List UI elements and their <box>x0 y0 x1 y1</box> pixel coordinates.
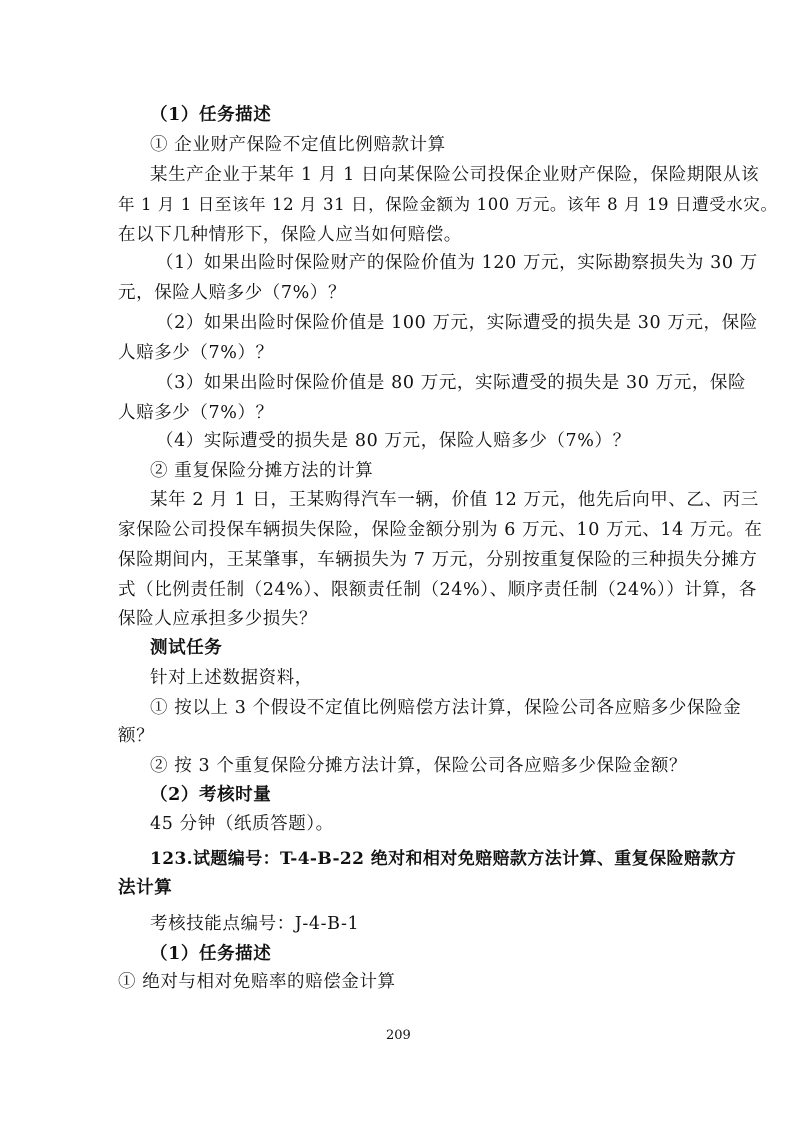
paragraph-line: 家保险公司投保车辆损失保险，保险金额分别为 6 万元、10 万元、14 万元。在 <box>118 520 763 540</box>
section-heading-task-description: （1）任务描述 <box>150 944 272 964</box>
subheading-deductible: ① 绝对与相对免赔率的赔偿金计算 <box>118 972 396 992</box>
paragraph-line: 年 1 月 1 日至该年 12 月 31 日，保险金额为 100 万元。该年 8 月 19 日遭受水灾。 <box>118 195 778 214</box>
question-line: （2）如果出险时保险价值是 100 万元，实际遭受的损失是 30 万元，保险 <box>156 313 758 333</box>
heading-test-task: 测试任务 <box>150 638 223 658</box>
task-line: ② 按 3 个重复保险分摊方法计算，保险公司各应赔多少保险金额？ <box>150 756 688 776</box>
subheading-duplicate-insurance: ② 重复保险分摊方法的计算 <box>150 461 374 481</box>
question-line: 元，保险人赔多少（7%）？ <box>118 283 347 303</box>
page-number: 209 <box>386 1028 411 1043</box>
section-heading-task-description: （1）任务描述 <box>150 105 272 125</box>
question-line: （1）如果出险时保险财产的保险价值为 120 万元，实际勘察损失为 30 万 <box>156 253 758 273</box>
paragraph-line: 45 分钟（纸质答题）。 <box>150 814 334 834</box>
paragraph-line: 保险人应承担多少损失？ <box>118 609 318 629</box>
question-title: 123.试题编号：T-4-B-22 绝对和相对免赔赔款方法计算、重复保险赔款方 <box>150 849 737 869</box>
paragraph-line: 某年 2 月 1 日，王某购得汽车一辆，价值 12 万元，他先后向甲、乙、丙三 <box>150 490 759 510</box>
question-line: （3）如果出险时保险价值是 80 万元，实际遭受的损失是 30 万元，保险 <box>156 373 747 393</box>
task-line: ① 按以上 3 个假设不定值比例赔偿方法计算，保险公司各应赔多少保险金 <box>150 698 742 718</box>
paragraph-line: 某生产企业于某年 1 月 1 日向某保险公司投保企业财产保险，保险期限从该 <box>150 165 760 185</box>
question-line: 人赔多少（7%）？ <box>118 403 274 423</box>
subheading-property-insurance: ① 企业财产保险不定值比例赔款计算 <box>150 135 446 155</box>
paragraph-line: 在以下几种情形下，保险人应当如何赔偿。 <box>118 225 462 245</box>
paragraph-line: 保险期间内，王某肇事，车辆损失为 7 万元，分别按重复保险的三种损失分摊方 <box>118 550 758 570</box>
section-heading-exam-time: （2）考核时量 <box>150 785 272 805</box>
paragraph-line: 式（比例责任制（24%）、限额责任制（24%）、顺序责任制（24%））计算，各 <box>118 580 757 600</box>
task-line: 额？ <box>118 726 155 746</box>
skill-point-code: 考核技能点编号：J-4-B-1 <box>150 914 360 934</box>
question-line: （4）实际遭受的损失是 80 万元，保险人赔多少（7%）？ <box>156 431 631 451</box>
question-line: 人赔多少（7%）？ <box>118 343 274 363</box>
question-title-continued: 法计算 <box>118 878 173 898</box>
paragraph-line: 针对上述数据资料， <box>150 668 313 688</box>
